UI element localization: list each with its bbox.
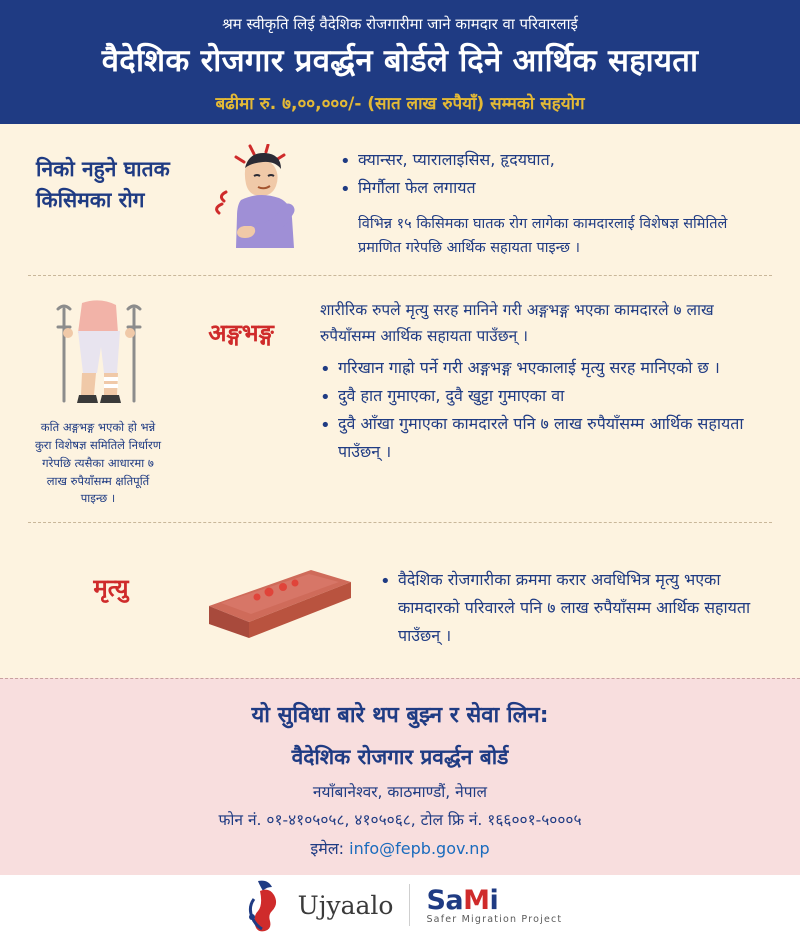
section-death-label: मृत्यु: [93, 574, 129, 603]
section-death-bullets: [380, 566, 772, 650]
ujyaalo-logo: [238, 877, 394, 933]
section-disease-label: निको नहुने घातक किसिमका रोग: [36, 156, 170, 213]
sick-person-icon: [196, 144, 316, 253]
section-disability-caption: कति अङ्गभङ्ग भएको हो भन्ने कुरा विशेषज्ञ समितिले निर्धारण गरेपछि त्यसैका आधारमा ७ लाख रुपैयाँसम्म क्षतिपूर्ति पाइन्छ ।: [34, 420, 162, 506]
ujyaalo-mark-icon: [238, 877, 290, 933]
section-disability-text: [306, 291, 772, 466]
sami-logo-text: [426, 885, 562, 916]
list-item: • दुवै हात गुमाएका, दुवै खुट्टा गुमाएका वा: [320, 382, 772, 410]
section-disability-art: [28, 291, 168, 508]
list-item: • क्यान्सर, प्यारालाइसिस, हृदयघात,: [340, 146, 772, 174]
section-disease-bullets: [340, 146, 772, 202]
list-item: • मिर्गौला फेल लगायत: [340, 174, 772, 202]
sami-logo: [426, 885, 562, 925]
contact-email-label: इमेल:: [310, 838, 345, 858]
section-death: [0, 522, 800, 678]
contact-organization: वैदेशिक रोजगार प्रवर्द्धन बोर्ड: [291, 745, 509, 770]
coffin-icon: [191, 548, 361, 652]
section-disease-art: [186, 140, 326, 253]
list-item: • गरिखान गाह्रो पर्ने गरी अङ्गभङ्ग भएकालाई मृत्यु सरह मानिएको छ ।: [320, 354, 772, 382]
contact-phones: फोन नं. ०१-४१०५०५८, ४१०५०६८, टोल फ्रि नं. १६६००१-५०००५: [218, 811, 582, 830]
contact-email-row: [20, 837, 780, 859]
poster-header: [0, 0, 800, 124]
logo-divider: [409, 884, 410, 926]
contact-email-value[interactable]: info@fepb.gov.np: [349, 838, 490, 858]
sami-logo-subtitle: Safer Migration Project: [426, 914, 563, 926]
section-death-art: [186, 544, 366, 652]
contact-heading: यो सुविधा बारे थप बुझ्न र सेवा लिन:: [251, 703, 549, 729]
section-disease-note: विभिन्न १५ किसिमका घातक रोग लागेका कामदारलाई विशेषज्ञ समितिले प्रमाणित गरेपछि आर्थिक सहायता पाइन्छ ।: [358, 215, 728, 257]
ujyaalo-logo-text: Ujyaalo: [297, 890, 394, 920]
footer-logos: [0, 875, 800, 936]
contact-block: [0, 678, 800, 875]
section-disease-text: [326, 140, 772, 261]
section-disability-bullets: [320, 354, 772, 466]
page-title: वैदेशिक रोजगार प्रवर्द्धन बोर्डले दिने आर्थिक सहायता: [101, 43, 699, 79]
sami-i: i: [489, 885, 499, 917]
crutches-person-icon: [38, 293, 158, 415]
sami-sa: Sa: [426, 885, 464, 917]
section-disease: [0, 124, 800, 275]
contact-address: नयाँबानेश्वर, काठमाण्डौं, नेपाल: [312, 783, 488, 802]
header-subtitle: बढीमा रु. ७,००,०००/- (सात लाख रुपैयाँ) सम्मको सहयोग: [215, 93, 585, 114]
list-item: • दुवै आँखा गुमाएका कामदारले पनि ७ लाख रुपैयाँसम्म आर्थिक सहायता पाउँछन् ।: [320, 410, 772, 466]
poster-body: [0, 124, 800, 678]
list-item: • वैदेशिक रोजगारीका क्रममा करार अवधिभित्र मृत्यु भएका कामदारको परिवारले पनि ७ लाख रुपैयाँसम्म आर्थिक सहायता पाउँछन् ।: [380, 566, 772, 650]
section-disability-label: अङ्गभङ्ग: [208, 319, 274, 348]
section-disability: [0, 275, 800, 522]
header-eyebrow: श्रम स्वीकृति लिई वैदेशिक रोजगारीमा जाने कामदार वा परिवारलाई: [222, 15, 578, 33]
section-disability-lead: शारीरिक रुपले मृत्यु सरह मानिने गरी अङ्गभङ्ग भएका कामदारले ७ लाख रुपैयाँसम्म आर्थिक सहायता पाउँछन् ।: [320, 301, 714, 346]
section-death-text: [366, 544, 772, 650]
sami-m: M: [463, 885, 490, 917]
